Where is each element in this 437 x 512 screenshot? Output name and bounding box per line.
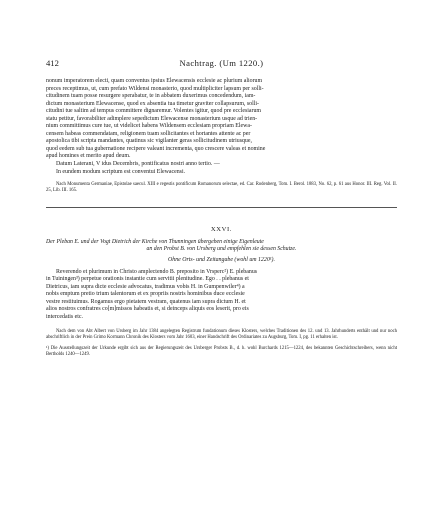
document-body [46, 269, 397, 322]
prev-body-line: citudini tue saltim ad tempus committere dignaremur. Volentes igitur, quod pre ecclesiarum [46, 108, 261, 115]
prev-body-line: censem habeas commendatam, religionem tuam sollicitantes et hortantes attente ac per [46, 130, 251, 137]
prev-body-line: nium committimus cure tue, ut videlicet habens Wildensem ecclesiam propriam Elewa- [46, 123, 252, 130]
prev-body-line: nonum imperatorem electi, quam conventus ipsius Elewacensis ecclesie ac plurium aliorum [46, 78, 263, 84]
body-line: intercedatis etc. [46, 313, 83, 320]
document-regest [46, 239, 397, 253]
prev-body-line: dictum monasterium Elewacense, quod ex absentia tua timetur graviter collapsurum, solli- [46, 100, 259, 107]
prev-body-line: statu petitur, favorabiliter adimplere sepedictum Elewacense monasterium usque ad trien- [46, 115, 258, 122]
prev-body-line: quod eedem sub tua gubernatione recipere valeant incrementa, quo crescere valeas et nomine [46, 145, 266, 152]
prev-body-line: citudinem tuam posse resurgere sperabatur, te in abbatem duxerimus concedendum, iam- [46, 93, 256, 100]
regest-line: Der Pleban E. und der Vogt Dietrich der Kirche von Thunningen übergeben einige Eigenleute [46, 239, 264, 246]
closing-line: In eundem modum scriptum est conventui Elewacensi. [56, 168, 186, 175]
document-source-note: Nach dem von Abt Albert von Ursberg im Jahr 1384 angelegten Registrum fundationum dieses Klosters, welches Traditionen des 12. und 13. Jahrhunderts enthält und nur noch abschriftlich in der Prein Grimo Kormann Chronik des Klosters vom Jahr 1603, einer Handschrift des Ordinariates zu Augsburg, Tom. I, pg. 11 erhalten ist. [46, 329, 397, 341]
body-line: Dietricus, iam supra dicte ecclesie advocatus, tradimus vobis H. in Gumpenwiler⁴) a [46, 283, 245, 290]
regest-line: an den Probst B. von Ursberg und empfehlen sie dessen Schutze. [146, 246, 297, 253]
section-divider [46, 207, 397, 208]
document-footnote: ¹) Die Ausstellungszeit der Urkunde ergibt sich aus der Regierungszeit des Ursberger Probsts B., d. h. wohl Burchards 1215—1224, des bekannten Geschichtschreibers, wenn nicht Bertholds 1240—1249. [46, 346, 397, 358]
body-line: Reverendo et plurimum in Christo amplectendo B. preposito in Vrsperc²) E. plebanus [56, 268, 258, 275]
document-number: XXVI. [210, 226, 233, 234]
prev-body-line: preces receptimus, ut, cum prefato Wildensi monasterio, quod multipliciter lapsum per solli- [46, 85, 264, 92]
document-dating: Ohne Orts- und Zeitangabe (wohl um 1220¹). [168, 256, 275, 263]
prev-body-line: apud homines et merito apud deum. [46, 153, 131, 160]
body-line: in Tuiningen³) perpetue orationis instantie cum servitii plenitudine. Ego . . plebanus et [46, 276, 249, 283]
previous-source-note: Nach Monumenta Germaniae, Epistolae saecul. XIII e regestis pontificum Romanorum selectae, ed. Car. Rodenberg, Tom. I. Berol. 1883, No. 62, p. 61 aus Honor. III. Reg. Vol. II. 25, Lib. III. 165. [46, 182, 397, 194]
previous-document-body [46, 78, 397, 176]
running-title: Nachtrag. (Um 1220.) [179, 58, 264, 68]
closing-line: Datum Laterani, V idus Decembris, pontificatus nostri anno tertio. — [56, 161, 220, 168]
body-line: nobis emptum pretio trium talentorum et ex propriis nostris hominibus duce ecclesie [46, 291, 245, 298]
page-number: 412 [46, 58, 59, 68]
body-line: vestre restituimus. Rogamus ergo pietatem vestram, quatenus iam supra dictum H. et [46, 298, 246, 305]
body-line: alios nostros confratres co[m]missos habeatis et, si deinceps aliquis eos leserit, pro eis [46, 306, 249, 313]
page-header [46, 58, 397, 72]
prev-body-line: apostolica tibi scripta mandantes, quatinus sic vigilanter geras sollicitudinem utriusque, [46, 138, 252, 145]
